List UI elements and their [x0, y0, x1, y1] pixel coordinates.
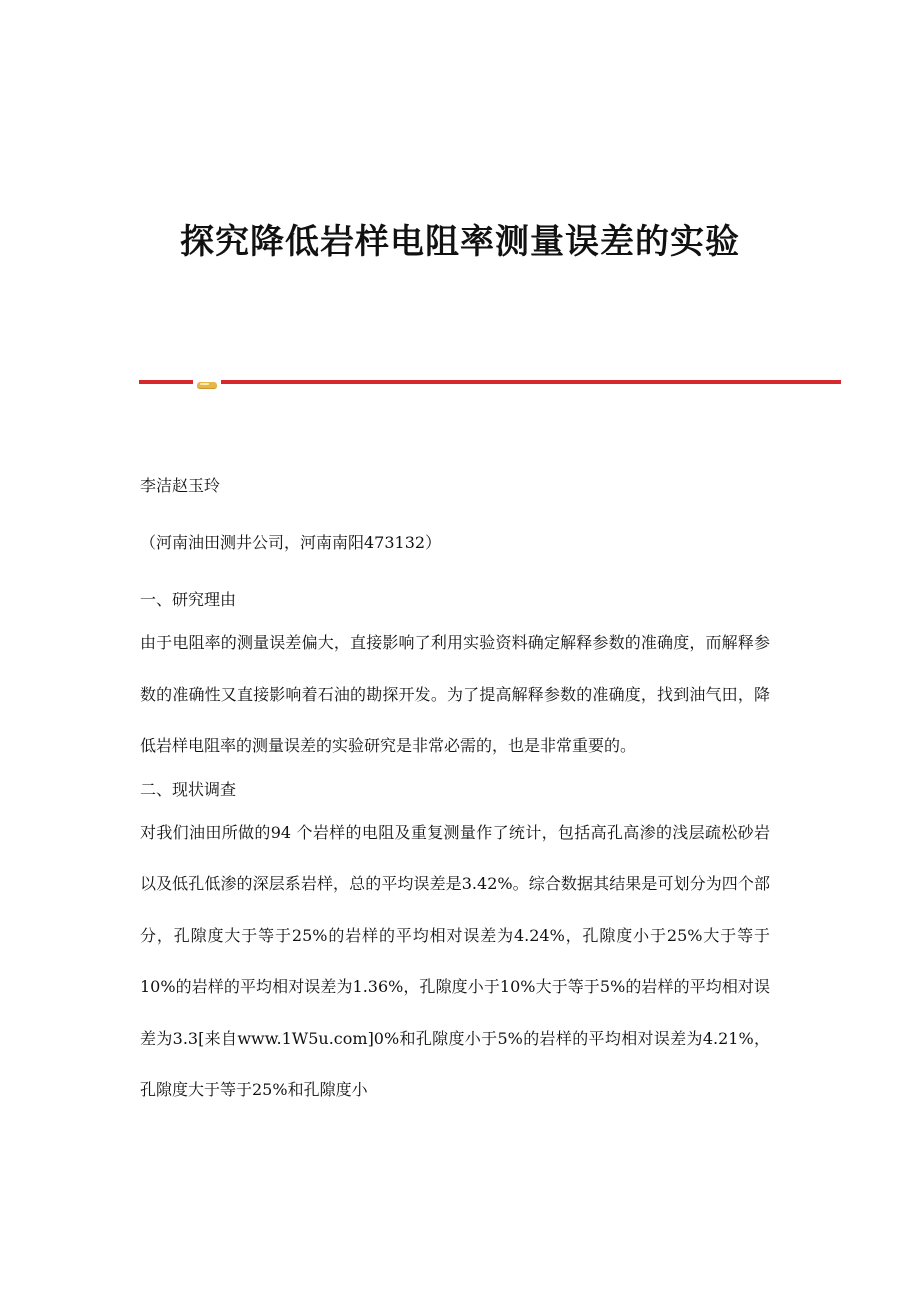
section-body-1: 由于电阻率的测量误差偏大，直接影响了利用实验资料确定解释参数的准确度，而解释参数的准确性又直接影响着石油的勘探开发。为了提高解释参数的准确度，找到油气田，降低岩样电阻率的测量误差的实验研究是非常必需的，也是非常重要的。 — [140, 633, 770, 755]
divider-pencil-icon — [197, 382, 217, 388]
section-heading-1: 一、研究理由 — [140, 590, 237, 609]
document-title: 探究降低岩样电阻率测量误差的实验 — [180, 222, 740, 262]
authors: 李洁赵玉玲 — [140, 476, 221, 495]
section-heading-2: 二、现状调查 — [140, 779, 237, 799]
title-divider-left — [139, 380, 193, 384]
affiliation: （河南油田测井公司，河南南阳473132） — [140, 533, 442, 552]
section-body-2: 对我们油田所做的94 个岩样的电阻及重复测量作了统计，包括高孔高渗的浅层疏松砂岩以及低孔低渗的深层系岩样，总的平均误差是3.42%。综合数据其结果是可划分为四个部分，孔隙度大于等于25%的岩样的平均相对误差为4.24%，孔隙度小于25%大于等于10%的岩样的平均相对误差为1.36%，孔隙度小于10%大于等于5%的岩样的平均相对误差为3.3[来自www.1W5u.com]0%和孔隙度小于5%的岩样的平均相对误差为4.21%，孔隙度大于等于25%和孔隙度小 — [140, 822, 770, 1099]
document-body — [140, 468, 770, 1116]
title-divider-right — [221, 380, 841, 384]
